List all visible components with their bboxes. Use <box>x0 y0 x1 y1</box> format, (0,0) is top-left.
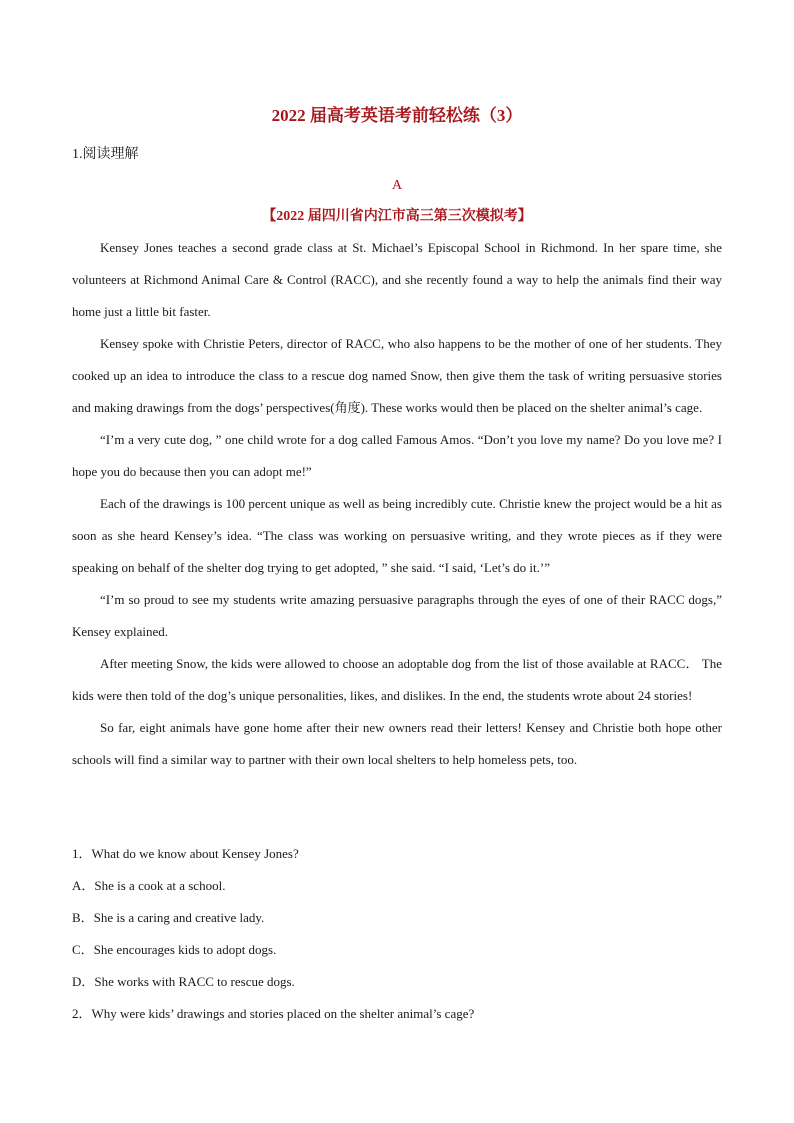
passage-paragraph-5: “I’m so proud to see my students write amazing persuasive paragraphs through the eyes of one of their RACC dogs,” Kensey explained. <box>72 592 722 639</box>
question-1-option-a: A．She is a cook at a school. <box>72 878 226 893</box>
reading-passage <box>72 232 722 776</box>
question-1-stem: 1．What do we know about Kensey Jones? <box>72 846 299 861</box>
question-1-option-b: B．She is a caring and creative lady. <box>72 910 265 925</box>
passage-paragraph-3: “I’m a very cute dog, ” one child wrote for a dog called Famous Amos. “Don’t you love my name? Do you love me? I hope you do because then you can adopt me!” <box>72 432 722 479</box>
question-1-option-d: D．She works with RACC to rescue dogs. <box>72 974 295 989</box>
passage-paragraph-6: After meeting Snow, the kids were allowed to choose an adoptable dog from the list of those available at RACC． The kids were then told of the dog’s unique personalities, likes, and dislikes. In the end, the students wrote about 24 stories! <box>72 656 722 703</box>
passage-paragraph-7: So far, eight animals have gone home after their new owners read their letters! Kensey and Christie both hope other schools will find a similar way to partner with their own local shelters to help homeless pets, too. <box>72 720 722 767</box>
exam-source: 【2022 届四川省内江市高三第三次模拟考】 <box>262 209 532 224</box>
section-label: 1.阅读理解 <box>72 147 139 162</box>
passage-paragraph-4: Each of the drawings is 100 percent unique as well as being incredibly cute. Christie knew the project would be a hit as soon as she heard Kensey’s idea. “The class was working on persuasive writing, and they wrote pieces as if they were speaking on behalf of the shelter dog trying to get adopted, ” she said. “I said, ‘Let’s do it.’” <box>72 496 722 575</box>
document-page <box>72 0 722 1123</box>
question-2-stem: 2．Why were kids’ drawings and stories placed on the shelter animal’s cage? <box>72 1006 475 1021</box>
question-1-option-c: C．She encourages kids to adopt dogs. <box>72 942 277 957</box>
passage-paragraph-1: Kensey Jones teaches a second grade class at St. Michael’s Episcopal School in Richmond. In her spare time, she volunteers at Richmond Animal Care & Control (RACC), and she recently found a way to help the animals find their way home just a little bit faster. <box>72 240 722 319</box>
document-title: 2022 届高考英语考前轻松练（3） <box>271 106 523 125</box>
passage-letter: A <box>391 178 403 193</box>
questions-section <box>72 838 722 1030</box>
passage-paragraph-2: Kensey spoke with Christie Peters, director of RACC, who also happens to be the mother of one of her students. They cooked up an idea to introduce the class to a rescue dog named Snow, then give them the task of writing persuasive stories and making drawings from the dogs’ perspectives(角度). These works would then be placed on the shelter animal’s cage. <box>72 336 722 415</box>
